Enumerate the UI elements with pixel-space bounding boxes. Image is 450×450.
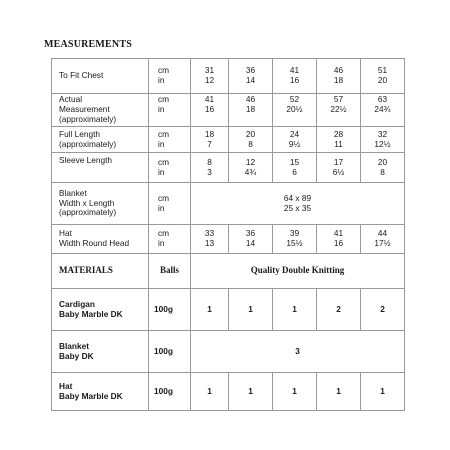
- value-cell: 1: [191, 373, 229, 411]
- balls-cell: 100g: [149, 373, 191, 411]
- value-cell: 44 17½: [361, 225, 405, 254]
- row-label: Full Length (approximately): [52, 127, 149, 153]
- row-full-length: [52, 127, 405, 153]
- value-cell: 57 22½: [317, 94, 361, 127]
- value-cell: 2: [361, 289, 405, 331]
- value-cell: 63 24¾: [361, 94, 405, 127]
- materials-heading: MATERIALS: [52, 254, 149, 289]
- row-label: To Fit Chest: [52, 59, 149, 94]
- value-cell: 1: [361, 373, 405, 411]
- blanket-size-value: 64 x 89 25 x 35: [191, 183, 405, 225]
- row-label: Hat Baby Marble DK: [52, 373, 149, 411]
- quality-heading: Quality Double Knitting: [191, 254, 405, 289]
- value-cell: 36 14: [229, 59, 273, 94]
- value-cell: 36 14: [229, 225, 273, 254]
- row-label: Blanket Baby DK: [52, 331, 149, 373]
- value-cell: 1: [273, 289, 317, 331]
- value-cell: 20 8: [361, 153, 405, 183]
- row-to-fit-chest: [52, 59, 405, 94]
- value-cell: 1: [317, 373, 361, 411]
- value-cell: 17 6½: [317, 153, 361, 183]
- row-label: Cardigan Baby Marble DK: [52, 289, 149, 331]
- balls-cell: 100g: [149, 289, 191, 331]
- blanket-yarn-value: 3: [191, 331, 405, 373]
- page-title: MEASUREMENTS: [44, 39, 132, 50]
- value-cell: 41 16: [273, 59, 317, 94]
- unit-cell: cm in: [149, 94, 191, 127]
- unit-cell: cm in: [149, 153, 191, 183]
- row-blanket-size: [52, 183, 405, 225]
- value-cell: 28 11: [317, 127, 361, 153]
- value-cell: 1: [229, 373, 273, 411]
- value-cell: 46 18: [229, 94, 273, 127]
- unit-cell: cm in: [149, 127, 191, 153]
- value-cell: 18 7: [191, 127, 229, 153]
- value-cell: 12 4¾: [229, 153, 273, 183]
- unit-cell: cm in: [149, 59, 191, 94]
- value-cell: 41 16: [191, 94, 229, 127]
- value-cell: 52 20½: [273, 94, 317, 127]
- balls-cell: 100g: [149, 331, 191, 373]
- row-blanket-yarn: [52, 331, 405, 373]
- value-cell: 39 15½: [273, 225, 317, 254]
- balls-heading: Balls: [149, 254, 191, 289]
- value-cell: 1: [191, 289, 229, 331]
- value-cell: 33 13: [191, 225, 229, 254]
- row-label: Hat Width Round Head: [52, 225, 149, 254]
- unit-cell: cm in: [149, 183, 191, 225]
- row-sleeve-length: [52, 153, 405, 183]
- row-hat-yarn: [52, 373, 405, 411]
- materials-header-row: [52, 254, 405, 289]
- value-cell: 8 3: [191, 153, 229, 183]
- value-cell: 31 12: [191, 59, 229, 94]
- row-cardigan-yarn: [52, 289, 405, 331]
- value-cell: 1: [229, 289, 273, 331]
- value-cell: 46 18: [317, 59, 361, 94]
- row-label: Sleeve Length: [52, 153, 149, 183]
- measurements-materials-table: [51, 58, 404, 411]
- value-cell: 15 6: [273, 153, 317, 183]
- row-actual-measurement: [52, 94, 405, 127]
- value-cell: 1: [273, 373, 317, 411]
- value-cell: 41 16: [317, 225, 361, 254]
- value-cell: 20 8: [229, 127, 273, 153]
- unit-cell: cm in: [149, 225, 191, 254]
- value-cell: 32 12½: [361, 127, 405, 153]
- row-label: Blanket Width x Length (approximately): [52, 183, 149, 225]
- row-label: Actual Measurement (approximately): [52, 94, 149, 127]
- row-hat-size: [52, 225, 405, 254]
- value-cell: 2: [317, 289, 361, 331]
- value-cell: 24 9½: [273, 127, 317, 153]
- value-cell: 51 20: [361, 59, 405, 94]
